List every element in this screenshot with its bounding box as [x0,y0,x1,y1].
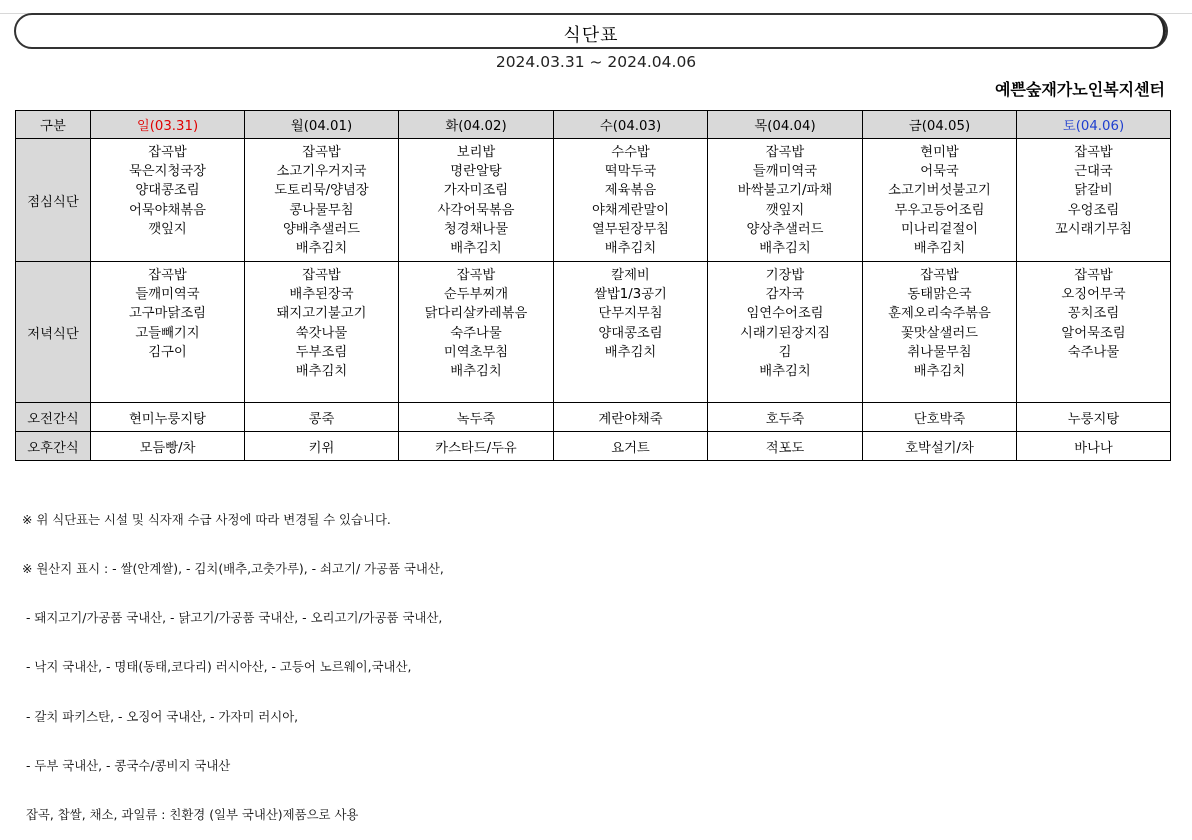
menu-item: 명란알탕 [450,164,502,180]
menu-item: 떡막두국 [604,164,657,180]
menu-item: 알어묵조림 [1061,325,1126,341]
dinner-cell [399,262,554,403]
lunch-cell [863,139,1017,262]
menu-item: 배추김치 [295,241,348,257]
menu-item: 쌀밥1/3공기 [594,287,667,303]
row-label-dinner: 저녁식단 [16,262,91,403]
table-row-lunch [16,139,1171,262]
note-line: - 두부 국내산, - 콩국수/콩비지 국내산 [22,757,231,773]
menu-item: 돼지고기불고기 [276,306,367,322]
menu-item: 꼬시래기무침 [1054,221,1133,237]
row-label-pm-snack: 오후간식 [16,432,91,461]
header-day-sat: 토(04.06) [1017,111,1171,139]
menu-item: 시래기된장지짐 [740,325,830,341]
menu-item: 고구마닭조림 [128,306,207,322]
menu-item: 양대콩조림 [135,183,200,199]
dinner-cell [708,262,863,403]
menu-item: 닭다리살카레볶음 [424,306,528,322]
menu-item: 순두부찌개 [443,287,509,303]
menu-item: 소고기우거지국 [276,164,367,180]
menu-item: 잡곡밥 [1074,145,1113,160]
table-row-pm-snack [16,432,1171,461]
menu-item: 배추김치 [450,364,502,380]
menu-item: 오징어무국 [1061,287,1126,303]
page-title: 식단표 [563,25,619,46]
menu-item: 잡곡밥 [148,268,187,283]
lunch-cell [708,139,863,262]
note-line: 잡곡, 찹쌀, 채소, 과일류 : 친환경 (일부 국내산)제품으로 사용 [22,807,359,823]
menu-item: 칼제비 [611,268,650,283]
am-snack-cell: 녹두죽 [399,403,554,432]
pm-snack-cell: 호박설기/차 [863,432,1017,461]
am-snack-cell: 계란야채죽 [554,403,708,432]
menu-item: 숙주나물 [1067,344,1120,360]
menu-item: 숙주나물 [450,325,502,341]
menu-item: 배추김치 [759,364,811,380]
menu-item: 어묵국 [920,164,959,180]
menu-item: 잡곡밥 [1074,268,1113,283]
table-row-dinner [16,262,1171,403]
menu-item: 쑥갓나물 [295,325,348,341]
header-day-sun: 일(03.31) [91,111,245,139]
menu-item: 두부조림 [295,344,348,360]
menu-item: 잡곡밥 [302,268,341,283]
menu-period: 2024.03.31 ~ 2024.04.06 [495,53,697,71]
menu-item: 묵은지청국장 [128,164,207,180]
menu-item: 김구이 [148,344,187,360]
menu-item: 수수밥 [611,145,650,160]
pm-snack-cell: 카스타드/두유 [399,432,554,461]
am-snack-cell: 현미누룽지탕 [91,403,245,432]
menu-item: 배추김치 [913,364,966,380]
menu-item: 잡곡밥 [148,145,187,160]
menu-item: 잡곡밥 [765,145,805,160]
header-day-wed: 수(04.03) [554,111,708,139]
menu-item: 깻잎지 [765,202,805,218]
note-line: - 갈치 파키스탄, - 오징어 국내산, - 가자미 러시아, [22,708,299,724]
menu-item: 어묵야채볶음 [128,202,207,218]
menu-item: 기장밥 [765,268,805,283]
menu-item: 양대콩조림 [598,325,663,341]
menu-item: 청경채나물 [443,221,509,237]
table-header-row [16,111,1171,139]
menu-item: 소고기버섯불고기 [888,183,991,199]
menu-item: 감자국 [765,287,805,303]
center-name: 예쁜숲재가노인복지센터 [994,80,1165,99]
header-day-tue: 화(04.02) [399,111,554,139]
menu-item: 보리밥 [456,145,496,160]
dinner-cell [554,262,708,403]
pm-snack-cell: 적포도 [708,432,863,461]
table-row-am-snack [16,403,1171,432]
note-line: ※ 위 식단표는 시설 및 식자재 수급 사정에 따라 변경될 수 있습니다. [22,511,391,527]
header-corner: 구분 [16,111,91,139]
pm-snack-cell: 모듬빵/차 [91,432,245,461]
pm-snack-cell: 바나나 [1017,432,1171,461]
menu-item: 사각어묵볶음 [437,202,515,218]
am-snack-cell: 단호박죽 [863,403,1017,432]
am-snack-cell: 호두죽 [708,403,863,432]
title-banner [14,13,1168,49]
lunch-cell [1017,139,1171,262]
menu-item: 배추된장국 [289,287,354,303]
note-line: - 낙지 국내산, - 명태(동태,코다리) 러시아산, - 고등어 노르웨이,국내산, [22,659,412,675]
lunch-cell [554,139,708,262]
row-label-am-snack: 오전간식 [16,403,91,432]
dinner-cell [863,262,1017,403]
menu-item: 미나리겉절이 [900,221,979,237]
note-line: - 돼지고기/가공품 국내산, - 닭고기/가공품 국내산, - 오리고기/가공품 국내산, [22,610,443,626]
menu-item: 배추김치 [759,241,811,257]
menu-item: 들깨미역국 [135,287,200,303]
menu-item: 가자미조림 [443,183,509,199]
menu-item: 양상추샐러드 [746,221,824,237]
menu-item: 김 [778,344,792,360]
menu-item: 도토리묵/양념장 [274,183,369,199]
pm-snack-cell: 요거트 [554,432,708,461]
am-snack-cell: 콩죽 [245,403,399,432]
menu-item: 꽃맛살샐러드 [900,325,979,341]
menu-item: 취나물무침 [907,344,972,360]
menu-item: 잡곡밥 [302,145,341,160]
lunch-cell [91,139,245,262]
header-day-thu: 목(04.04) [708,111,863,139]
menu-item: 훈제오리숙주볶음 [888,306,991,322]
menu-item: 배추김치 [604,344,657,360]
dinner-cell [91,262,245,403]
menu-item: 현미밥 [920,145,959,160]
menu-item: 미역초무침 [443,344,509,360]
menu-item: 콩나물무침 [289,202,354,218]
header-day-fri: 금(04.05) [863,111,1017,139]
menu-item: 배추김치 [450,241,502,257]
pm-snack-cell: 키위 [245,432,399,461]
dinner-cell [1017,262,1171,403]
menu-item: 무우고등어조림 [894,202,985,218]
menu-item: 바싹불고기/파채 [737,183,833,199]
menu-item: 동태맑은국 [907,287,972,303]
menu-item: 닭갈비 [1074,183,1113,199]
menu-item: 열무된장무침 [591,221,670,237]
menu-item: 배추김치 [604,241,657,257]
menu-item: 깻잎지 [148,221,187,237]
menu-item: 고들빼기지 [135,325,200,341]
notes-block [22,479,444,840]
menu-item: 배추김치 [913,241,966,257]
menu-item: 들깨미역국 [752,164,818,180]
menu-table [15,110,1171,461]
note-line: ※ 원산지 표시 : - 쌀(안계쌀), - 김치(배추,고춧가루), - 쇠고기/ 가공품 국내산, [22,561,444,577]
dinner-cell [245,262,399,403]
menu-item: 배추김치 [295,364,348,380]
menu-item: 제육볶음 [604,183,657,199]
header-day-mon: 월(04.01) [245,111,399,139]
menu-item: 근대국 [1074,164,1113,180]
menu-item: 임연수어조림 [746,306,824,322]
menu-item: 단무지무침 [598,306,663,322]
lunch-cell [245,139,399,262]
menu-item: 우엉조림 [1067,202,1120,218]
menu-item: 꽁치조림 [1067,306,1120,322]
row-label-lunch: 점심식단 [16,139,91,262]
lunch-cell [399,139,554,262]
menu-item: 잡곡밥 [456,268,496,283]
menu-item: 야채계란말이 [591,202,670,218]
menu-item: 잡곡밥 [920,268,959,283]
menu-item: 양배추샐러드 [282,221,361,237]
am-snack-cell: 누룽지탕 [1017,403,1171,432]
